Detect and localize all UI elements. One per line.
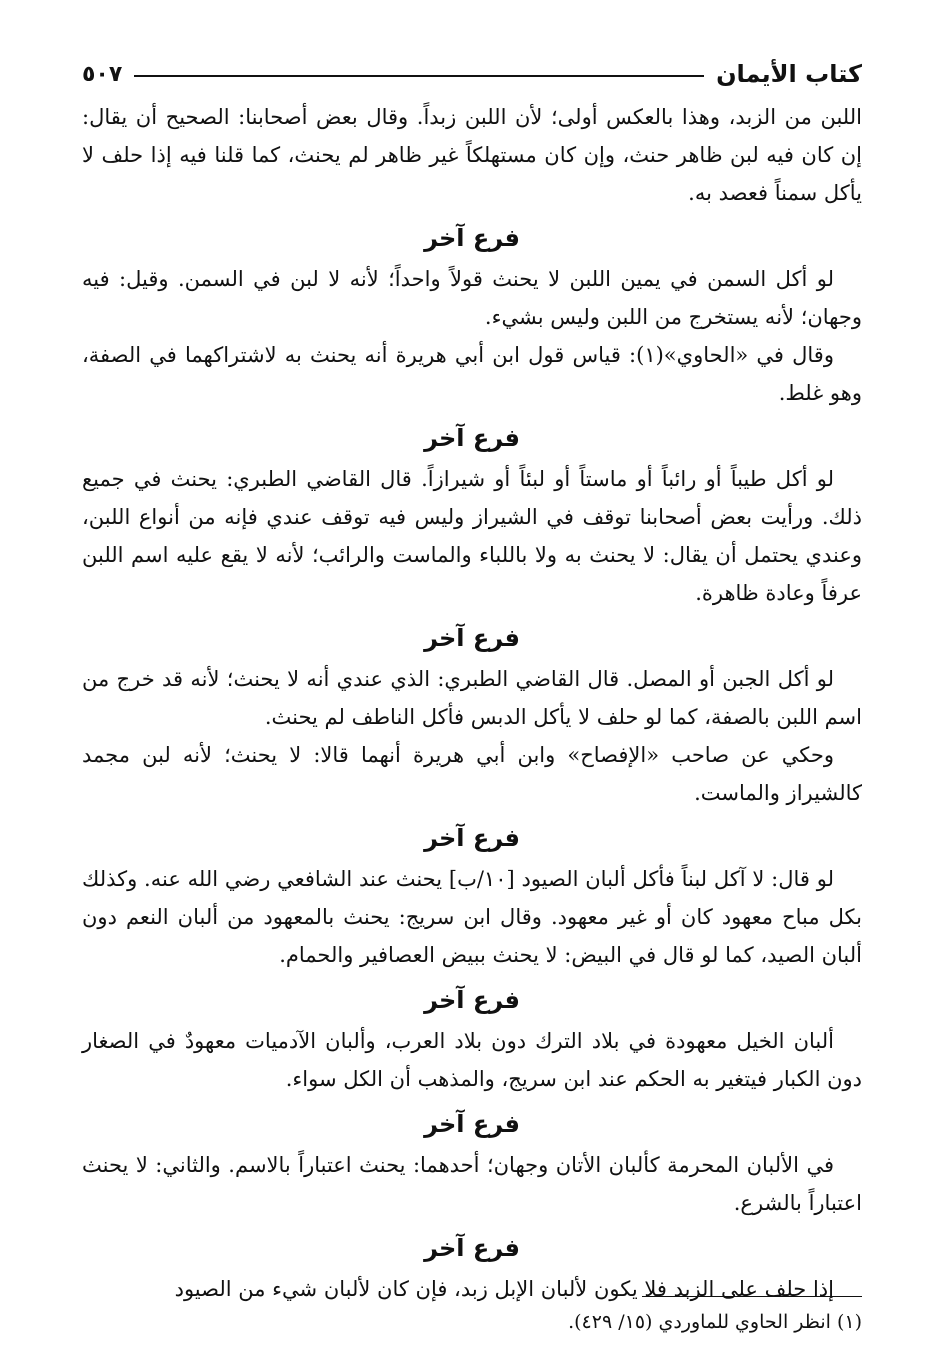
paragraph: وحكي عن صاحب «الإفصاح» وابن أبي هريرة أنهما قالا: لا يحنث؛ لأنه لبن مجمد كالشيراز والماست. [82,743,862,805]
paragraph: اللبن من الزبد، وهذا بالعكس أولى؛ لأن اللبن زبداً. وقال بعض أصحابنا: الصحيح أن يقال: إن كان فيه لبن ظاهر حنث، وإن كان مستهلكاً غير ظاهر لم يحنث، كما قلنا فيه إذا حلف لا يأكل سمناً فعصد به. [82,105,862,205]
page-number: ٥٠٧ [82,61,123,87]
section-heading: فرع آخر [424,224,520,252]
section-heading: فرع آخر [424,824,520,852]
section-heading: فرع آخر [424,424,520,452]
footnote-rule [642,1296,862,1297]
section-heading: فرع آخر [424,986,520,1014]
page-body [82,98,862,1308]
section-heading: فرع آخر [424,624,520,652]
paragraph: إذا حلف على الزبد فلا يكون لألبان الإبل زبد، فإن كان لألبان شيء من الصيود [174,1277,834,1301]
paragraph: في الألبان المحرمة كألبان الأتان وجهان؛ أحدهما: يحنث اعتباراً بالاسم. والثاني: لا يحنث اعتباراً بالشرع. [82,1153,862,1215]
section-heading: فرع آخر [424,1110,520,1138]
paragraph: لو أكل طيباً أو رائباً أو ماستاً أو لبئاً أو شيرازاً. قال القاضي الطبري: يحنث في جميع ذلك. ورأيت بعض أصحابنا توقف في الشيراز وليس فيه توقف عندي فإنه من أنواع اللبن، وعندي يحتمل أن يقال: لا يحنث به ولا باللباء والماست والرائب؛ لأنه لا يقع عليه اسم اللبن عرفاً وعادة ظاهرة. [82,467,862,605]
section-heading: فرع آخر [424,1234,520,1262]
page-header [82,52,862,96]
book-title: كتاب الأيمان [716,60,862,88]
footnote: (١) انظر الحاوي للماوردي (١٥/ ٤٢٩). [568,1311,862,1333]
paragraph: ألبان الخيل معهودة في بلاد الترك دون بلاد العرب، وألبان الآدميات معهودٌ في الصغار دون الكبار فيتغير به الحكم عند ابن سريج، والمذهب أن الكل سواء. [82,1029,862,1091]
header-rule [134,75,704,77]
paragraph: وقال في «الحاوي»(١): قياس قول ابن أبي هريرة أنه يحنث به لاشتراكهما في الصفة، وهو غلط. [82,343,862,405]
paragraph: لو أكل الجبن أو المصل. قال القاضي الطبري: الذي عندي أنه لا يحنث؛ لأنه قد خرج من اسم اللبن بالصفة، كما لو حلف لا يأكل الدبس فأكل الناطف لم يحنث. [82,667,862,729]
paragraph: لو أكل السمن في يمين اللبن لا يحنث قولاً واحداً؛ لأنه لا لبن في السمن. وقيل: فيه وجهان؛ لأنه يستخرج من اللبن وليس بشيء. [82,267,862,329]
paragraph: لو قال: لا آكل لبناً فأكل ألبان الصيود [١٠/ب] يحنث عند الشافعي رضي الله عنه. وكذلك بكل مباح معهود كان أو غير معهود. وقال ابن سريج: يحنث بالمعهود من ألبان النعم دون ألبان الصيد، كما لو قال في البيض: لا يحنث ببيض العصافير والحمام. [82,867,862,967]
